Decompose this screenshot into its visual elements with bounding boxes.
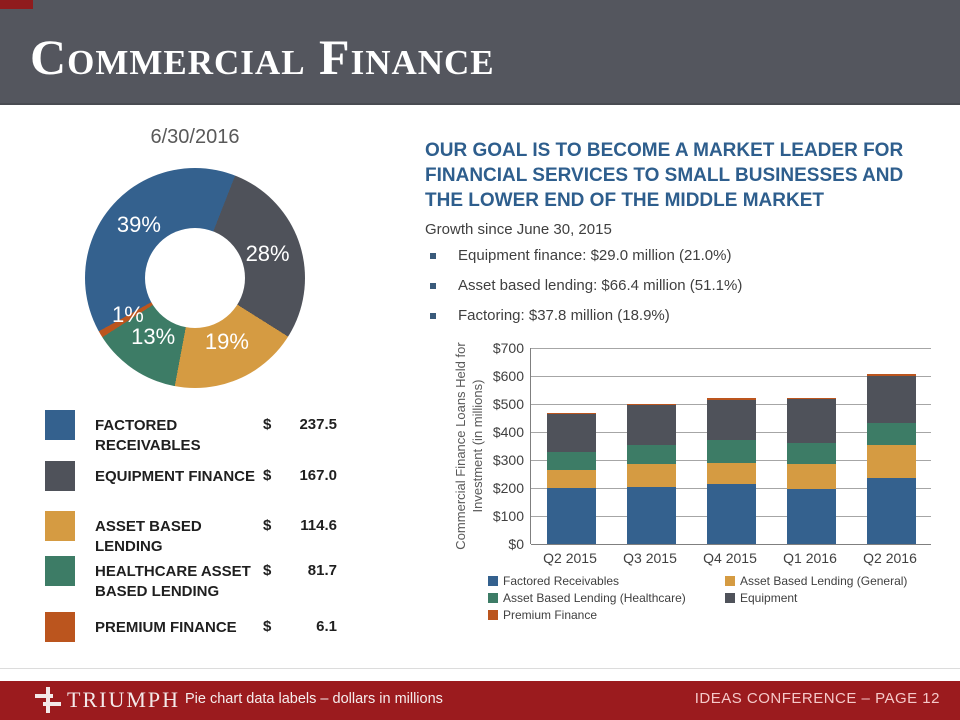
growth-since-label: Growth since June 30, 2015	[425, 221, 612, 238]
bullet-text: Asset based lending: $66.4 million (51.1%)	[458, 277, 743, 294]
bar-segment	[787, 443, 836, 465]
x-axis-label: Q4 2015	[703, 550, 757, 566]
chart-legend-item	[488, 606, 686, 623]
legend-row-label: ASSET BASED LENDING	[95, 518, 202, 555]
chart-legend-swatch	[488, 593, 498, 603]
bar-segment	[867, 423, 916, 446]
legend-row-label: FACTORED RECEIVABLES	[95, 417, 201, 454]
bar-segment	[627, 404, 676, 405]
pie-slice-label: 28%	[245, 240, 290, 266]
legend-table-row	[45, 556, 337, 602]
y-tick-label: $700	[492, 340, 524, 356]
bar-column	[787, 348, 836, 544]
x-axis-label: Q2 2015	[543, 550, 597, 566]
bar-segment	[867, 374, 916, 376]
bar-segment	[787, 398, 836, 399]
chart-legend-column	[488, 572, 686, 623]
donut-hole	[145, 228, 245, 328]
donut-chart	[85, 168, 305, 388]
pie-slice-label: 1%	[111, 302, 144, 328]
chart-legend-item	[725, 572, 907, 589]
chart-legend-item	[488, 589, 686, 606]
pie-slice-label: 13%	[131, 324, 176, 350]
y-tick-label: $0	[508, 536, 524, 552]
page-title: Commercial Finance	[30, 29, 495, 85]
legend-color-swatch	[45, 511, 75, 541]
triumph-logo	[35, 687, 180, 713]
footer-divider-line	[0, 668, 960, 669]
slide-footer	[0, 681, 960, 720]
bullet-text: Equipment finance: $29.0 million (21.0%)	[458, 247, 732, 264]
legend-row-value: 114.6	[300, 517, 337, 534]
pie-chart-date-label: 6/30/2016	[150, 126, 240, 148]
bar-segment	[867, 478, 916, 545]
legend-row-label: PREMIUM FINANCE	[95, 619, 237, 636]
slide-header	[0, 0, 960, 105]
legend-row-value: 81.7	[307, 562, 337, 579]
bullet-text: Factoring: $37.8 million (18.9%)	[458, 307, 670, 324]
x-axis-label: Q2 2016	[863, 550, 917, 566]
x-axis-label: Q3 2015	[623, 550, 677, 566]
chart-legend-column	[725, 572, 907, 606]
chart-legend-text: Asset Based Lending (General)	[740, 573, 908, 588]
bar-segment	[547, 470, 596, 488]
chart-legend-text: Premium Finance	[503, 607, 598, 622]
y-tick-label: $100	[492, 508, 524, 524]
chart-legend-text: Asset Based Lending (Healthcare)	[503, 590, 686, 605]
chart-legend-item	[488, 572, 686, 589]
legend-row-value: 237.5	[299, 416, 337, 433]
chart-legend-swatch	[725, 593, 735, 603]
y-tick-label: $500	[492, 396, 524, 412]
legend-table-row	[45, 511, 337, 557]
legend-color-swatch	[45, 410, 75, 440]
bar-segment	[547, 488, 596, 544]
pie-slice-label: 39%	[116, 212, 161, 238]
bar-column	[547, 348, 596, 544]
growth-bullet-list	[430, 247, 900, 337]
bullet-item	[430, 307, 900, 337]
stacked-bar-chart	[440, 335, 945, 635]
chart-legend-text: Factored Receivables	[503, 573, 620, 588]
triumph-logo-text: TRIUMPH	[67, 687, 181, 712]
bullet-square-icon	[430, 283, 436, 289]
y-tick-label: $200	[492, 480, 524, 496]
gridline	[531, 544, 931, 545]
y-tick-label: $600	[492, 368, 524, 384]
legend-table-row	[45, 461, 337, 491]
legend-table-row	[45, 410, 337, 456]
bar-segment	[787, 399, 836, 443]
chart-legend-swatch	[488, 576, 498, 586]
legend-row-currency: $	[263, 562, 272, 579]
bullet-square-icon	[430, 313, 436, 319]
triumph-cross-icon	[35, 687, 61, 713]
chart-legend-swatch	[488, 610, 498, 620]
legend-row-currency: $	[263, 467, 272, 484]
bar-segment	[787, 464, 836, 489]
bar-segment	[547, 413, 596, 452]
legend-row-value: 167.0	[299, 467, 337, 484]
y-tick-label: $300	[492, 452, 524, 468]
y-axis-label-line2: Investment (in millions)	[470, 379, 485, 513]
pie-slice-label: 19%	[204, 328, 249, 354]
bar-segment	[547, 452, 596, 470]
corner-accent-mark	[0, 0, 33, 9]
legend-color-swatch	[45, 461, 75, 491]
bar-column	[707, 348, 756, 544]
pie-legend-table	[45, 405, 337, 660]
bar-segment	[627, 487, 676, 544]
legend-row-value: 6.1	[316, 618, 337, 635]
bullet-item	[430, 247, 900, 277]
y-axis-label-line1: Commercial Finance Loans Held for	[453, 342, 468, 550]
bar-column	[627, 348, 676, 544]
bar-segment	[627, 464, 676, 487]
chart-legend-swatch	[725, 576, 735, 586]
bullet-square-icon	[430, 253, 436, 259]
bar-segment	[707, 398, 756, 399]
legend-table-row	[45, 612, 337, 642]
y-axis-label	[452, 326, 488, 566]
bar-segment	[787, 489, 836, 544]
footer-page-label: IDEAS CONFERENCE – PAGE 12	[694, 690, 940, 707]
bar-segment	[707, 400, 756, 440]
goal-heading: OUR GOAL IS TO BECOME A MARKET LEADER FOR FINANCIAL SERVICES TO SMALL BUSINESSES AND THE LOWER END OF THE MIDDLE MARKET	[425, 140, 904, 211]
bar-segment	[707, 484, 756, 544]
legend-row-currency: $	[263, 416, 272, 433]
footer-note: Pie chart data labels – dollars in millions	[185, 691, 443, 707]
legend-row-currency: $	[263, 517, 272, 534]
legend-color-swatch	[45, 612, 75, 642]
bar-column	[867, 348, 916, 544]
legend-row-currency: $	[263, 618, 272, 635]
x-axis-label: Q1 2016	[783, 550, 837, 566]
chart-legend-item	[725, 589, 907, 606]
bullet-item	[430, 277, 900, 307]
bar-segment	[707, 440, 756, 464]
bar-segment	[867, 376, 916, 423]
bar-segment	[867, 445, 916, 477]
bar-segment	[627, 445, 676, 464]
legend-row-label: HEALTHCARE ASSET BASED LENDING	[95, 563, 251, 600]
bar-segment	[707, 463, 756, 483]
y-tick-label: $400	[492, 424, 524, 440]
plot-area	[530, 348, 931, 544]
legend-row-label: EQUIPMENT FINANCE	[95, 468, 256, 485]
legend-color-swatch	[45, 556, 75, 586]
chart-legend-text: Equipment	[740, 590, 798, 605]
bar-segment	[627, 405, 676, 446]
